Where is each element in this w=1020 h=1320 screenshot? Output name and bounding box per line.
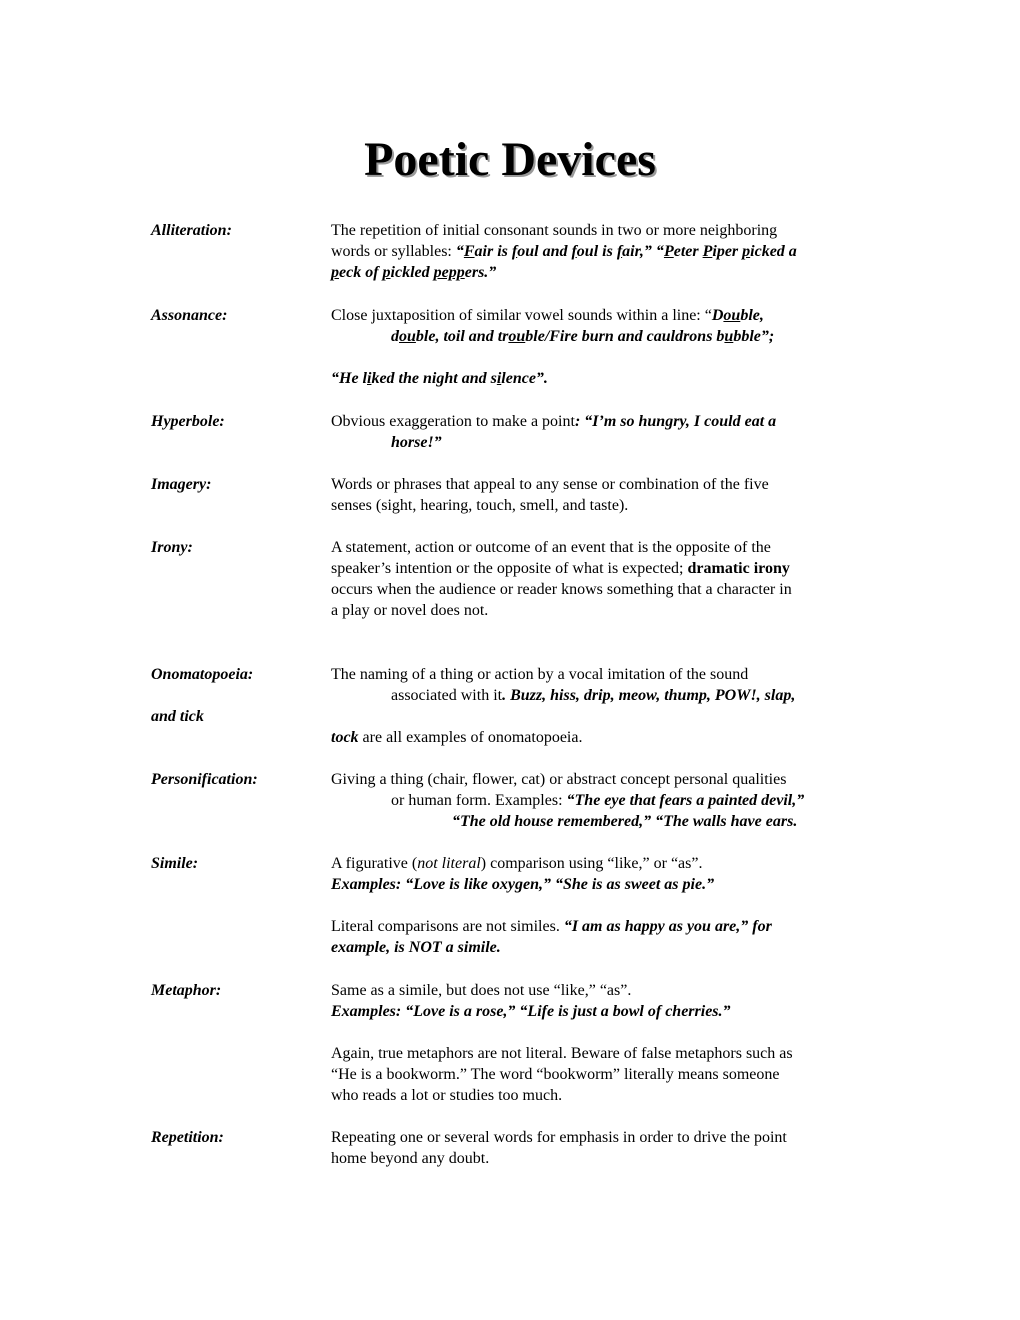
underlined-sound: f	[616, 243, 623, 260]
text-span: ked the night and s	[371, 370, 497, 387]
text-span: eck of	[339, 264, 383, 281]
term-metaphor: Metaphor:	[151, 982, 222, 999]
example-text: . Buzz, hiss, drip, meow, thump, POW!, slap,	[502, 687, 796, 704]
underlined-sound: f	[571, 243, 577, 260]
example-text: tock	[331, 729, 359, 746]
text-span: “He l	[331, 370, 367, 387]
example-text: “I am as happy as you are,” for	[563, 918, 772, 935]
definition-line: Examples: “Love is like oxygen,” “She is as sweet as pie.”	[331, 876, 715, 893]
text-span: oul and	[517, 243, 572, 260]
definition-line: senses (sight, hearing, touch, smell, and taste).	[331, 497, 629, 514]
definition-line	[331, 411, 881, 432]
underlined-sound: ou	[508, 328, 526, 345]
underlined-sound: P	[702, 243, 713, 260]
underlined-sound: P	[663, 243, 674, 260]
entry-personification	[151, 769, 881, 832]
definition-line: home beyond any doubt.	[331, 1150, 490, 1167]
underlined-sound: F	[463, 243, 475, 260]
definition-line	[331, 305, 881, 326]
bold-term: dramatic irony	[687, 560, 790, 577]
entry-metaphor	[151, 980, 881, 1106]
text-span: ble,	[740, 307, 764, 324]
text-span: ble/Fire burn and cauldrons b	[525, 328, 725, 345]
definition-line	[331, 790, 881, 811]
text-span: Obvious exaggeration to make a point	[331, 413, 575, 430]
definition-line: The naming of a thing or action by a vocal imitation of the sound	[331, 666, 749, 683]
entry-imagery	[151, 474, 881, 516]
example-text	[456, 243, 797, 260]
definition-line	[331, 326, 881, 347]
definition-line: who reads a lot or studies too much.	[331, 1087, 563, 1104]
page-title: Poetic Devices	[364, 133, 656, 186]
text-span: Literal comparisons are not similes.	[331, 918, 564, 935]
definition-line: Giving a thing (chair, flower, cat) or abstract concept personal qualities	[331, 771, 787, 788]
definition-onomatopoeia	[151, 664, 881, 748]
underlined-sound: p	[382, 264, 391, 281]
definition-line: Examples: “Love is a rose,” “Life is just a bowl of cherries.”	[331, 1003, 731, 1020]
underlined-sound: i	[367, 370, 372, 387]
underlined-sound: pepp	[433, 264, 465, 281]
definition-line: Words or phrases that appeal to any sense or combination of the five	[331, 476, 769, 493]
text-span: ickled	[390, 264, 434, 281]
definition-line: A statement, action or outcome of an event that is the opposite of the	[331, 539, 771, 556]
underlined-sound: ou	[723, 307, 741, 324]
text-span: “	[455, 243, 464, 260]
definition-line	[331, 262, 881, 283]
definition-line: horse!”	[391, 434, 442, 451]
underlined-sound: i	[496, 370, 502, 387]
entry-hyperbole	[151, 411, 881, 453]
definition-line	[331, 368, 881, 389]
definition-line: Same as a simile, but does not use “like,” “as”.	[331, 982, 632, 999]
underlined-sound: ou	[399, 328, 416, 345]
underlined-sound: p	[742, 243, 751, 260]
underlined-sound: p	[331, 264, 339, 281]
term-assonance: Assonance:	[151, 307, 228, 324]
term-irony: Irony:	[151, 539, 193, 556]
definition-line: example, is NOT a simile.	[331, 939, 501, 956]
definition-line: occurs when the audience or reader knows something that a character in	[331, 581, 792, 598]
term-repetition: Repetition:	[151, 1129, 224, 1146]
text-span: or human form. Examples:	[391, 792, 567, 809]
definition-alliteration	[331, 220, 881, 283]
entry-onomatopoeia	[151, 664, 881, 748]
definition-assonance	[331, 305, 881, 389]
definition-line: “He is a bookworm.” The word “bookworm” literally means someone	[331, 1066, 780, 1083]
definition-line: a play or novel does not.	[331, 602, 489, 619]
definition-personification	[331, 769, 881, 832]
text-span: oul is	[576, 243, 617, 260]
definition-line: The repetition of initial consonant sounds in two or more neighboring	[331, 222, 778, 239]
definition-line	[331, 853, 881, 874]
term-imagery: Imagery:	[151, 476, 212, 493]
text-span: air,” “	[622, 243, 664, 260]
text-span: speaker’s intention or the opposite of what is expected;	[331, 560, 688, 577]
entry-alliteration	[151, 220, 881, 283]
definition-line	[331, 685, 881, 706]
text-span: eter	[673, 243, 703, 260]
term-personification: Personification:	[151, 771, 258, 788]
definition-line	[331, 727, 881, 748]
spacer	[331, 895, 881, 916]
definition-line: and tick	[151, 708, 204, 725]
definition-repetition	[331, 1127, 881, 1169]
definition-line	[331, 558, 881, 579]
definition-irony	[331, 537, 881, 621]
example-text	[712, 307, 764, 324]
definition-line	[331, 241, 881, 262]
term-onomatopoeia: Onomatopoeia:	[151, 666, 254, 683]
definition-line: Again, true metaphors are not literal. Beware of false metaphors such as	[331, 1045, 793, 1062]
text-span: words or syllables:	[331, 243, 456, 260]
definition-imagery	[331, 474, 881, 516]
text-span: ers.”	[464, 264, 497, 281]
spacer	[331, 347, 881, 368]
entry-irony	[151, 537, 881, 621]
definition-line	[331, 916, 881, 937]
text-span: ble, toil and tr	[415, 328, 509, 345]
text-span: icked a	[750, 243, 797, 260]
italic-text: not literal	[417, 855, 481, 872]
text-span: bble”;	[733, 328, 775, 345]
example-text: : “I’m so hungry, I could eat a	[574, 413, 777, 430]
text-span: D	[711, 307, 724, 324]
entry-assonance	[151, 305, 881, 389]
underlined-sound: u	[724, 328, 734, 345]
definition-metaphor	[331, 980, 881, 1106]
text-span: A figurative (	[331, 855, 418, 872]
entry-repetition	[151, 1127, 881, 1169]
definition-line: “The old house remembered,” “The walls have ears.	[452, 813, 798, 830]
text-span: iper	[712, 243, 743, 260]
text-span: are all examples of onomatopoeia.	[358, 729, 583, 746]
underlined-sound: f	[511, 243, 518, 260]
definition-hyperbole	[331, 411, 881, 453]
text-span: associated with it	[391, 687, 503, 704]
entry-simile	[151, 853, 881, 958]
text-span: air is	[474, 243, 512, 260]
text-span: ) comparison using “like,” or “as”.	[480, 855, 703, 872]
text-span: Close juxtaposition of similar vowel sounds within a line: “	[331, 307, 712, 324]
text-span: lence”.	[501, 370, 548, 387]
definition-line: Repeating one or several words for emphasis in order to drive the point	[331, 1129, 787, 1146]
definition-simile	[331, 853, 881, 958]
example-text: “The eye that fears a painted devil,”	[566, 792, 805, 809]
text-span: d	[391, 328, 399, 345]
spacer	[331, 1022, 881, 1043]
term-alliteration: Alliteration:	[151, 222, 232, 239]
term-hyperbole: Hyperbole:	[151, 413, 225, 430]
term-simile: Simile:	[151, 855, 199, 872]
